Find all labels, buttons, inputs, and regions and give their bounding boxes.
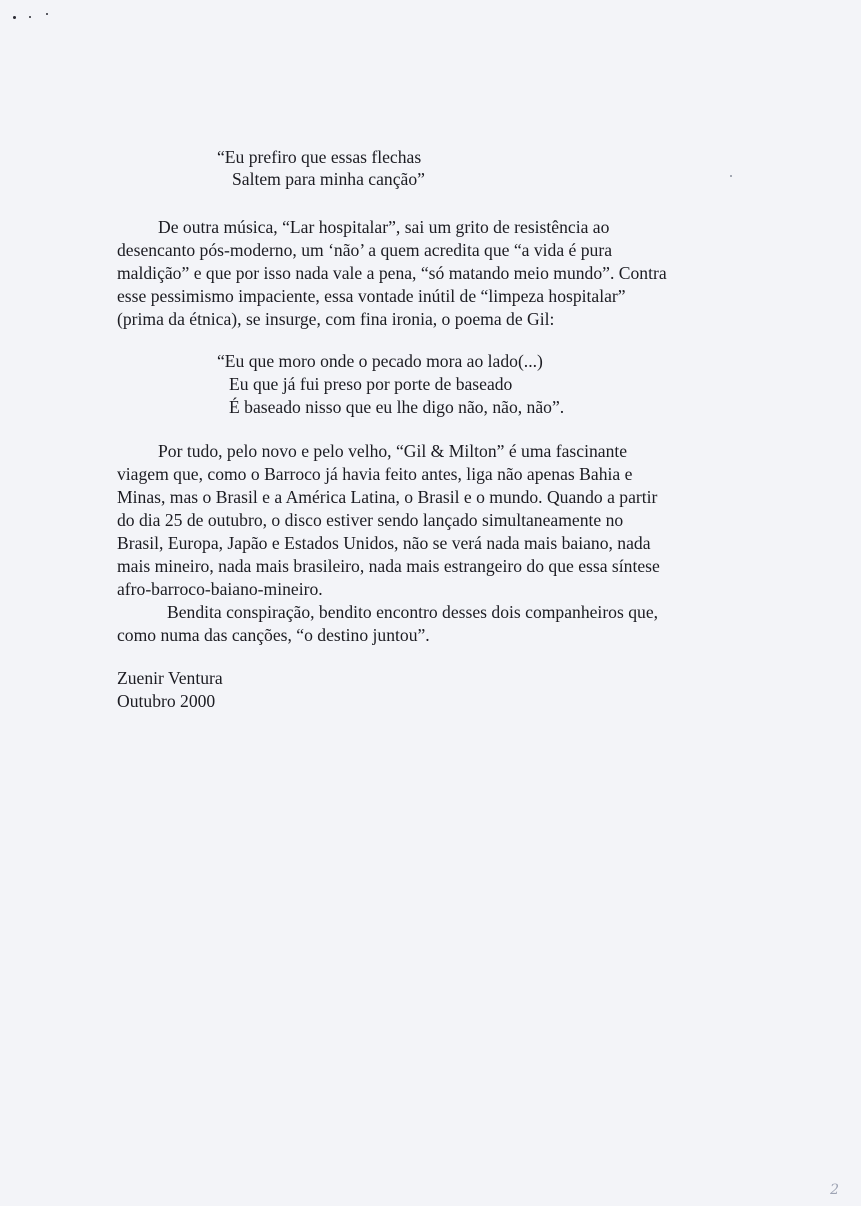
page-number: 2	[830, 1182, 839, 1198]
body-line: desencanto pós-moderno, um ‘não’ a quem acredita que “a vida é pura	[117, 240, 613, 260]
body-line: Bendita conspiração, bendito encontro desses dois companheiros que,	[167, 602, 659, 622]
body-line: do dia 25 de outubro, o disco estiver sendo lançado simultaneamente no	[117, 510, 624, 530]
quote-line: É baseado nisso que eu lhe digo não, não, não”.	[229, 397, 565, 417]
body-line: como numa das canções, “o destino juntou”.	[117, 625, 430, 645]
body-line: esse pessimismo impaciente, essa vontade inútil de “limpeza hospitalar”	[117, 286, 626, 306]
body-line: Por tudo, pelo novo e pelo velho, “Gil & Milton” é uma fascinante	[158, 441, 628, 461]
quote-line: “Eu prefiro que essas flechas	[217, 147, 422, 167]
body-line: Minas, mas o Brasil e a América Latina, o Brasil e o mundo. Quando a partir	[117, 487, 658, 507]
body-line: (prima da étnica), se insurge, com fina ironia, o poema de Gil:	[117, 309, 555, 329]
signature-author: Zuenir Ventura	[117, 668, 223, 688]
body-line: Brasil, Europa, Japão e Estados Unidos, não se verá nada mais baiano, nada	[117, 533, 651, 553]
quote-line: “Eu que moro onde o pecado mora ao lado(...)	[217, 351, 543, 371]
quote-line: Saltem para minha canção”	[232, 169, 425, 189]
quote-line: Eu que já fui preso por porte de baseado	[229, 374, 513, 394]
body-line: afro-barroco-baiano-mineiro.	[117, 579, 323, 599]
signature-date: Outubro 2000	[117, 691, 216, 711]
body-line: viagem que, como o Barroco já havia feito antes, liga não apenas Bahia e	[117, 464, 633, 484]
body-line: De outra música, “Lar hospitalar”, sai um grito de resistência ao	[158, 217, 610, 237]
body-line: mais mineiro, nada mais brasileiro, nada mais estrangeiro do que essa síntese	[117, 556, 660, 576]
body-line: maldição” e que por isso nada vale a pena, “só matando meio mundo”. Contra	[117, 263, 667, 283]
